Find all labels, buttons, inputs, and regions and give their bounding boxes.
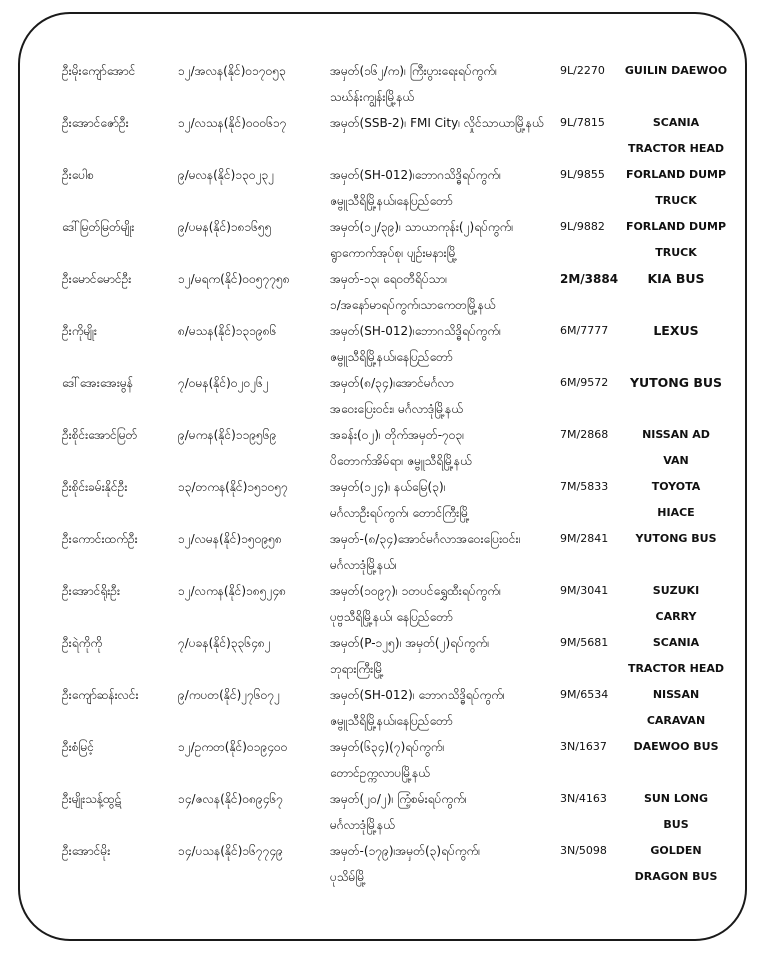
owner-name: ဦးစိုင်းအောင်မြတ် bbox=[62, 428, 138, 442]
vehicle-type-line-1: GUILIN DAEWOO bbox=[624, 64, 728, 77]
address bbox=[330, 526, 521, 578]
nrc-number: ၁၂/လကန(နိုင်)၁၈၅၂၄၈ bbox=[178, 584, 286, 598]
address bbox=[330, 786, 467, 838]
vehicle-type-line-1: SUN LONG bbox=[643, 792, 709, 805]
vehicle-type-line-2: TRACTOR HEAD bbox=[627, 142, 725, 155]
address-line-2: ရွာကောက်အုပ်စု၊ ပျဉ်းမနားမြို့ bbox=[330, 246, 458, 260]
vehicle-type-line-2: BUS bbox=[663, 818, 689, 831]
vehicle-type-line-1: SUZUKI bbox=[652, 584, 700, 597]
address-line-2: ဇမ္ဗူသီရိမြို့နယ်၊နေပြည်တော် bbox=[330, 350, 453, 364]
address-line-2: ပိတောက်အိမ်ရာ၊ ဇမ္ဗူသီရိမြို့နယ် bbox=[330, 454, 472, 468]
address bbox=[330, 110, 544, 136]
vehicle-type bbox=[620, 318, 732, 344]
address-line-1: အမှတ်(၁၂/၃၉)၊ သာယာကုန်း(၂)ရပ်ကွက်၊ bbox=[330, 220, 514, 234]
plate-number: 9L/7815 bbox=[560, 116, 605, 129]
vehicle-type-line-2: HIACE bbox=[657, 506, 695, 519]
nrc-number: ၉/မလန(နိုင်)၁၃၀၂၃၂ bbox=[178, 168, 275, 182]
address bbox=[330, 214, 513, 266]
vehicle-type bbox=[620, 58, 732, 84]
address bbox=[330, 838, 480, 890]
vehicle-type-line-2: TRACTOR HEAD bbox=[627, 662, 725, 675]
plate-number: 3N/1637 bbox=[560, 740, 607, 753]
address bbox=[330, 578, 501, 630]
vehicle-type-line-1: SCANIA bbox=[652, 636, 700, 649]
plate-number: 9L/9855 bbox=[560, 168, 605, 181]
vehicle-type bbox=[620, 162, 732, 214]
nrc-number: ၁၂/လသန(နိုင်)၀၀၀၆၁၇ bbox=[178, 116, 287, 130]
owner-name: ဦးကိုမျိုး bbox=[62, 324, 97, 338]
nrc-number: ၈/မသန(နိုင်)၁၃၁၉၈၆ bbox=[178, 324, 277, 338]
vehicle-type-line-2: CARRY bbox=[655, 610, 697, 623]
plate-number: 7M/5833 bbox=[560, 480, 609, 493]
address-line-2: ဇမ္ဗူသီရိမြို့နယ်၊နေပြည်တော် bbox=[330, 714, 453, 728]
vehicle-type bbox=[620, 734, 732, 760]
address bbox=[330, 318, 501, 370]
address-line-1: အမှတ်(၂၀/၂)၊ ကြံ့စမ်းရပ်ကွက်၊ bbox=[330, 792, 467, 806]
vehicle-type bbox=[620, 214, 732, 266]
owner-name: ဒေါ်မြတ်မြတ်မျိုး bbox=[62, 220, 135, 234]
address bbox=[330, 682, 505, 734]
vehicle-owner-table bbox=[0, 58, 768, 890]
owner-name: ဦးမောင်မောင်ဦး bbox=[62, 272, 132, 286]
table-row bbox=[0, 630, 768, 682]
vehicle-type-line-1: TOYOTA bbox=[651, 480, 701, 493]
address bbox=[330, 422, 472, 474]
vehicle-type-line-1: SCANIA bbox=[652, 116, 700, 129]
vehicle-type-line-1: KIA BUS bbox=[647, 271, 705, 286]
vehicle-type bbox=[620, 474, 732, 526]
vehicle-type bbox=[620, 370, 732, 396]
vehicle-type-line-1: YUTONG BUS bbox=[635, 532, 717, 545]
vehicle-type bbox=[620, 786, 732, 838]
nrc-number: ၇/ဝမန(နိုင်)၀၂၀၂၆၂ bbox=[178, 376, 269, 390]
vehicle-type bbox=[620, 578, 732, 630]
vehicle-type-line-1: GOLDEN bbox=[650, 844, 702, 857]
vehicle-type-line-1: LEXUS bbox=[653, 323, 699, 338]
nrc-number: ၁၄/ဇလန(နိုင်)၀၈၉၄၆၇ bbox=[178, 792, 283, 806]
address bbox=[330, 162, 501, 214]
nrc-number: ၁၂/လမန(နိုင်)၁၅၀၉၅၈ bbox=[178, 532, 282, 546]
plate-number: 9M/5681 bbox=[560, 636, 609, 649]
table-row bbox=[0, 266, 768, 318]
owner-name: ဦးစိုင်းခမ်းနိုင်ဦး bbox=[62, 480, 128, 494]
plate-number: 9M/6534 bbox=[560, 688, 609, 701]
address-line-2: အဝေးပြေးဝင်း၊ မင်္ဂလာဒုံမြို့နယ် bbox=[330, 402, 463, 416]
nrc-number: ၁၂/အလန(နိုင်)၀၁၇၀၅၃ bbox=[178, 64, 286, 78]
address-line-1: အမှတ်(SH-012)၊ဘောဂသိဒ္ဓိရပ်ကွက်၊ bbox=[330, 324, 502, 338]
owner-name: ဦးရဲကိုကို bbox=[62, 636, 103, 650]
nrc-number: ၉/ပမန(နိုင်)၁၈၁၆၅၅ bbox=[178, 220, 272, 234]
address-line-2: မင်္ဂလာဦးရပ်ကွက်၊ တောင်ကြီးမြို့ bbox=[330, 506, 470, 520]
table-row bbox=[0, 58, 768, 110]
address-line-2: သဃ်န်းကျွန်းမြို့နယ် bbox=[330, 90, 415, 104]
nrc-number: ၉/မကန(နိုင်)၁၁၉၅၆၉ bbox=[178, 428, 277, 442]
table-row bbox=[0, 318, 768, 370]
vehicle-type-line-2: CARAVAN bbox=[646, 714, 706, 727]
plate-number: 3N/4163 bbox=[560, 792, 607, 805]
vehicle-type-line-2: TRUCK bbox=[655, 246, 697, 259]
table-row bbox=[0, 578, 768, 630]
owner-name: ဦးပေါစ bbox=[62, 168, 94, 182]
table-row bbox=[0, 786, 768, 838]
address-line-2: မင်္ဂလာဒုံမြို့နယ် bbox=[330, 818, 395, 832]
address-line-1: အမှတ်-(၁၇၉)၊အမှတ်(၃)ရပ်ကွက်၊ bbox=[330, 844, 481, 858]
owner-name: ဦးအောင်မိုး bbox=[62, 844, 111, 858]
vehicle-type bbox=[620, 110, 732, 162]
table-row bbox=[0, 838, 768, 890]
vehicle-type-line-1: YUTONG BUS bbox=[629, 375, 723, 390]
vehicle-type-line-1: DAEWOO BUS bbox=[633, 740, 719, 753]
plate-number: 2M/3884 bbox=[560, 272, 619, 286]
nrc-number: ၁၃/တကန(နိုင်)၁၅၁၀၅၇ bbox=[178, 480, 288, 494]
address-line-1: အမှတ်(၁၆၂/က)၊ ကြီးပွားရေးရပ်ကွက်၊ bbox=[330, 64, 498, 78]
address-line-2: ဘုရားကြီးမြို့ bbox=[330, 662, 384, 676]
nrc-number: ၇/ပခန(နိုင်)၃၃၆၄၈၂ bbox=[178, 636, 271, 650]
vehicle-type-line-2: TRUCK bbox=[655, 194, 697, 207]
table-row bbox=[0, 474, 768, 526]
vehicle-type bbox=[620, 422, 732, 474]
address-line-1: အမှတ်(SSB-2)၊ FMI City၊ လှိုင်သာယာမြို့နယ် bbox=[330, 116, 544, 130]
owner-name: ဦးကောင်းထက်ဦး bbox=[62, 532, 138, 546]
address bbox=[330, 630, 489, 682]
vehicle-type bbox=[620, 526, 732, 552]
owner-name: ဦးအောင်ရိုးဦး bbox=[62, 584, 120, 598]
address-line-1: အမှတ်-(၈/၃၄)အောင်မင်္ဂလာအဝေးပြေးဝင်း၊ bbox=[330, 532, 521, 546]
vehicle-type-line-1: NISSAN AD bbox=[642, 428, 710, 441]
vehicle-type bbox=[620, 838, 732, 890]
address-line-1: အမှတ်(P-၁၂၅)၊ အမှတ်(၂)ရပ်ကွက်၊ bbox=[330, 636, 490, 650]
owner-name: ဦးအောင်ဇော်ဦး bbox=[62, 116, 129, 130]
owner-name: ဦးစံမြင့် bbox=[62, 740, 94, 754]
nrc-number: ၁၄/ပသန(နိုင်)၁၆၇၇၄၉ bbox=[178, 844, 283, 858]
address-line-2: ပုဗ္ဗသီရိမြို့နယ်၊ နေပြည်တော် bbox=[330, 610, 453, 624]
vehicle-type-line-2: DRAGON BUS bbox=[634, 870, 718, 883]
table-row bbox=[0, 214, 768, 266]
address bbox=[330, 58, 497, 110]
plate-number: 3N/5098 bbox=[560, 844, 607, 857]
table-row bbox=[0, 422, 768, 474]
address-line-1: အမှတ်(၁၂၄)၊ နယ်မြေ(၃)၊ bbox=[330, 480, 446, 494]
address-line-1: အမှတ်-၁၃၊ ရေဝတီရိပ်သာ၊ bbox=[330, 272, 448, 286]
table-row bbox=[0, 110, 768, 162]
owner-name: ဦးမိုးကျော်အောင် bbox=[62, 64, 136, 78]
vehicle-type bbox=[620, 266, 732, 292]
plate-number: 9L/9882 bbox=[560, 220, 605, 233]
address-line-2: ပုသိမ်မြို့ bbox=[330, 870, 367, 884]
vehicle-type-line-1: FORLAND DUMP bbox=[625, 220, 727, 233]
plate-number: 9M/3041 bbox=[560, 584, 609, 597]
address-line-1: အမှတ်(SH-012)၊ ဘောဂသိဒ္ဓိရပ်ကွက်၊ bbox=[330, 688, 505, 702]
table-row bbox=[0, 162, 768, 214]
plate-number: 7M/2868 bbox=[560, 428, 609, 441]
owner-name: ဦးကျော်ဆန်းလင်း bbox=[62, 688, 139, 702]
address-line-2: မင်္ဂလာဒုံမြို့နယ်၊ bbox=[330, 558, 397, 572]
address-line-1: အမှတ်(၁၀၉၇)၊ ၁တပင်ရွှေထီးရပ်ကွက်၊ bbox=[330, 584, 501, 598]
address bbox=[330, 266, 495, 318]
vehicle-type-line-1: NISSAN bbox=[652, 688, 700, 701]
vehicle-type bbox=[620, 682, 732, 734]
owner-name: ဦးမျိုးသန့်ထွဋ် bbox=[62, 792, 122, 806]
vehicle-type bbox=[620, 630, 732, 682]
address-line-1: အမှတ်(SH-012)၊ဘောဂသိဒ္ဓိရပ်ကွက်၊ bbox=[330, 168, 502, 182]
table-row bbox=[0, 682, 768, 734]
plate-number: 6M/7777 bbox=[560, 324, 609, 337]
vehicle-type-line-2: VAN bbox=[663, 454, 689, 467]
nrc-number: ၉/ကပတ(နိုင်)၂၇၆၀၇၂ bbox=[178, 688, 281, 702]
vehicle-type-line-1: FORLAND DUMP bbox=[625, 168, 727, 181]
plate-number: 9M/2841 bbox=[560, 532, 609, 545]
address bbox=[330, 734, 444, 786]
plate-number: 6M/9572 bbox=[560, 376, 609, 389]
address-line-2: ၁/အနော်မာရပ်ကွက်၊သာကေတမြို့နယ် bbox=[330, 298, 496, 312]
table-row bbox=[0, 370, 768, 422]
address-line-2: တောင်ဥက္ကလာပမြို့နယ် bbox=[330, 766, 430, 780]
address bbox=[330, 474, 470, 526]
address-line-2: ဇမ္ဗူသီရိမြို့နယ်၊နေပြည်တော် bbox=[330, 194, 453, 208]
table-row bbox=[0, 526, 768, 578]
nrc-number: ၁၂/မရက(နိုင်)၀၀၅၇၇၅၈ bbox=[178, 272, 290, 286]
table-row bbox=[0, 734, 768, 786]
plate-number: 9L/2270 bbox=[560, 64, 605, 77]
address-line-1: အမှတ်(၆၃၄)(၇)ရပ်ကွက်၊ bbox=[330, 740, 445, 754]
address-line-1: အမှတ်(၈/၃၄)၊အောင်မင်္ဂလာ bbox=[330, 376, 454, 390]
address-line-1: အခန်း(၀၂)၊ တိုက်အမှတ်-၇၀၃၊ bbox=[330, 428, 465, 442]
address bbox=[330, 370, 463, 422]
owner-name: ဒေါ်အေးအေးမွန် bbox=[62, 376, 134, 390]
nrc-number: ၁၂/ဥကတ(နိုင်)၀၁၉၄၀၀ bbox=[178, 740, 288, 754]
